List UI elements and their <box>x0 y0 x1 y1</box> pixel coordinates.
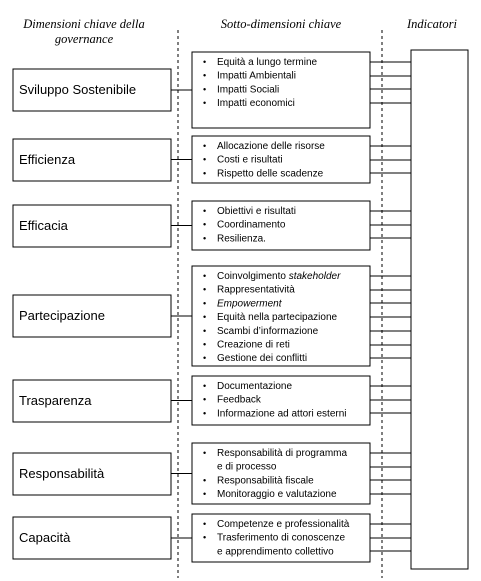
bullet-icon: • <box>203 381 207 391</box>
sub-dimension-item: Empowerment <box>217 298 282 310</box>
sub-dimension-item: Trasferimento di conoscenze <box>217 532 346 544</box>
sub-dimension-item: e apprendimento collettivo <box>217 546 334 558</box>
header-dimensions: Dimensioni chiave della governance <box>23 17 145 46</box>
bullet-icon: • <box>203 532 207 543</box>
bullet-icon: • <box>203 154 207 165</box>
dimension-label: Sviluppo Sostenibile <box>19 82 137 97</box>
header-sub-dimensions: Sotto-dimensioni chiave <box>220 17 342 31</box>
bullet-icon: • <box>203 70 207 81</box>
dimension-label: Capacità <box>19 530 71 545</box>
sub-dimension-item: Documentazione <box>217 381 293 392</box>
dimension-label: Efficacia <box>19 218 68 233</box>
dimension-label: Responsabilità <box>19 466 105 481</box>
bullet-icon: • <box>203 408 207 419</box>
bullet-icon: • <box>203 98 207 109</box>
sub-dimension-item: Impatti Ambientali <box>217 70 296 82</box>
bullet-icon: • <box>203 284 207 295</box>
bullet-icon: • <box>203 312 207 323</box>
bullet-icon: • <box>203 271 207 281</box>
bullet-icon: • <box>203 353 207 364</box>
bullet-icon: • <box>203 519 207 529</box>
sub-dimension-item: Rappresentatività <box>217 284 295 296</box>
sub-dimension-item: Coinvolgimento stakeholder <box>217 271 341 282</box>
sub-dimension-item: Rispetto delle scadenze <box>217 168 324 180</box>
bullet-icon: • <box>203 168 207 179</box>
sub-dimension-item: Resilienza. <box>217 233 266 245</box>
bullet-icon: • <box>203 219 207 230</box>
bullet-icon: • <box>203 141 207 151</box>
bullet-icon: • <box>203 57 207 67</box>
sub-dimension-item: Coordinamento <box>217 219 286 231</box>
dimension-label: Partecipazione <box>19 308 105 323</box>
bullet-icon: • <box>203 233 207 244</box>
bullet-icon: • <box>203 394 207 405</box>
sub-dimension-item: Competenze e professionalità <box>217 519 350 530</box>
sub-dimension-item: Feedback <box>217 394 261 406</box>
bullet-icon: • <box>203 339 207 350</box>
sub-dimension-item: Equità a lungo termine <box>217 57 318 68</box>
bullet-icon: • <box>203 325 207 336</box>
sub-dimension-item: Impatti Sociali <box>217 84 280 96</box>
sub-dimension-item: Responsabilità di programma <box>217 448 348 459</box>
bullet-icon: • <box>203 448 207 458</box>
bullet-icon: • <box>203 475 207 486</box>
bullet-icon: • <box>203 84 207 95</box>
sub-dimension-item: Obiettivi e risultati <box>217 206 296 217</box>
sub-dimension-item: Equità nella partecipazione <box>217 312 338 324</box>
header-indicators: Indicatori <box>407 17 457 31</box>
bullet-icon: • <box>203 206 207 216</box>
sub-dimension-item: Informazione ad attori esterni <box>217 408 347 420</box>
sub-dimension-item: Impatti economici <box>217 98 295 110</box>
bullet-icon: • <box>203 489 207 500</box>
sub-dimension-item: Allocazione delle risorse <box>217 141 325 152</box>
indicators-box <box>411 50 468 569</box>
sub-dimension-item: Gestione dei conflitti <box>217 353 308 365</box>
bullet-icon: • <box>203 298 207 309</box>
dimension-label: Efficienza <box>19 152 76 167</box>
sub-dimension-item: Creazione di reti <box>217 339 290 351</box>
sub-dimension-item: e di processo <box>217 461 277 473</box>
dimension-label: Trasparenza <box>19 393 92 408</box>
sub-dimension-item: Monitoraggio e valutazione <box>217 489 337 501</box>
sub-dimension-item: Responsabilità fiscale <box>217 475 314 487</box>
sub-dimension-item: Costi e risultati <box>217 154 283 166</box>
sub-dimension-item: Scambi d’informazione <box>217 325 319 337</box>
